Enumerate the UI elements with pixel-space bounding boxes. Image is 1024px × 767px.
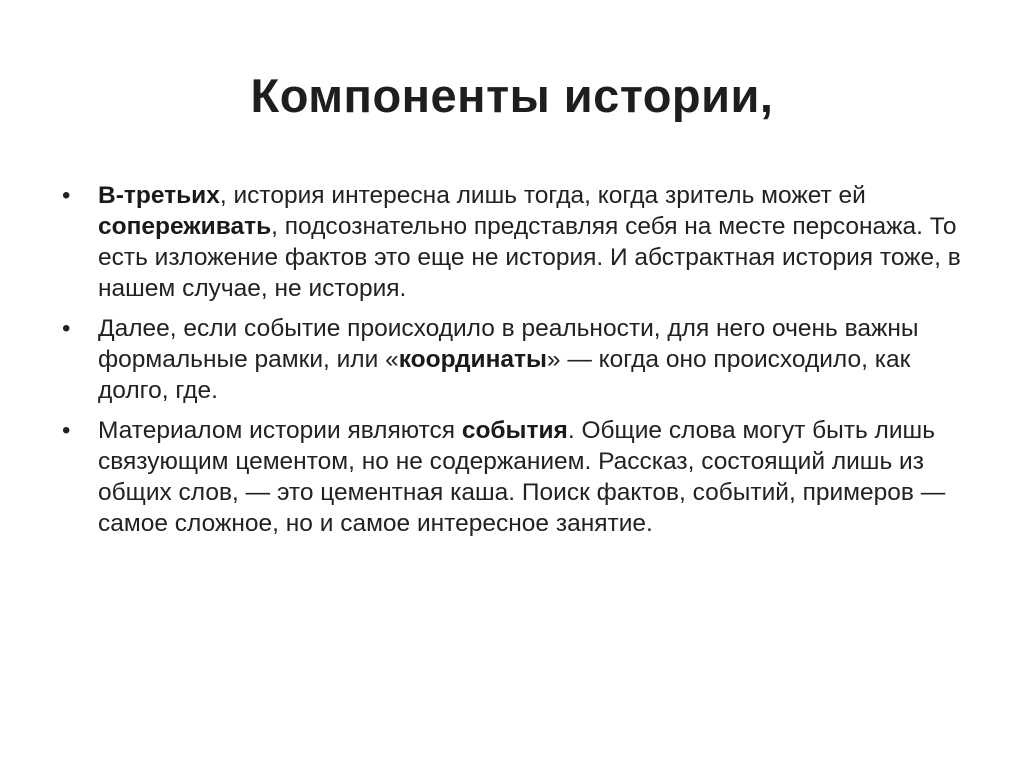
bold-phrase: координаты [398,346,547,373]
text-run: , история интересна лишь тогда, когда зритель может ей [219,182,866,209]
bullet-item [62,415,962,539]
bold-phrase: события [461,417,568,444]
bullet-marker: • [62,182,71,209]
text-run: Материалом истории являются [98,417,462,444]
bullet-marker: • [62,315,71,342]
text-run: . Общие слова могут быть лишь связующим цементом, но не содержанием. Рассказ, состоящий лишь из общих слов, — это цементная каша. Поиск фактов, событий, примеров — самое сложное, но и самое интересное занятие. [98,417,946,537]
slide-title: Компоненты истории, [250,69,774,122]
text-run: Далее, если событие происходило в реальности, для него очень важны формальные рамки, или « [98,315,919,373]
bullet-item [62,180,962,304]
bold-phrase: В-третьих [98,182,220,209]
text-run: , подсознательно представляя себя на месте персонажа. То есть изложение фактов это еще не история. И абстрактная история тоже, в нашем случае, не история. [98,213,961,302]
text-run: » — когда оно происходило, как долго, где. [98,346,911,404]
bullet-list [62,180,962,548]
bold-phrase: сопереживать [98,213,272,240]
bullet-marker: • [62,417,71,444]
bullet-item [62,313,962,406]
